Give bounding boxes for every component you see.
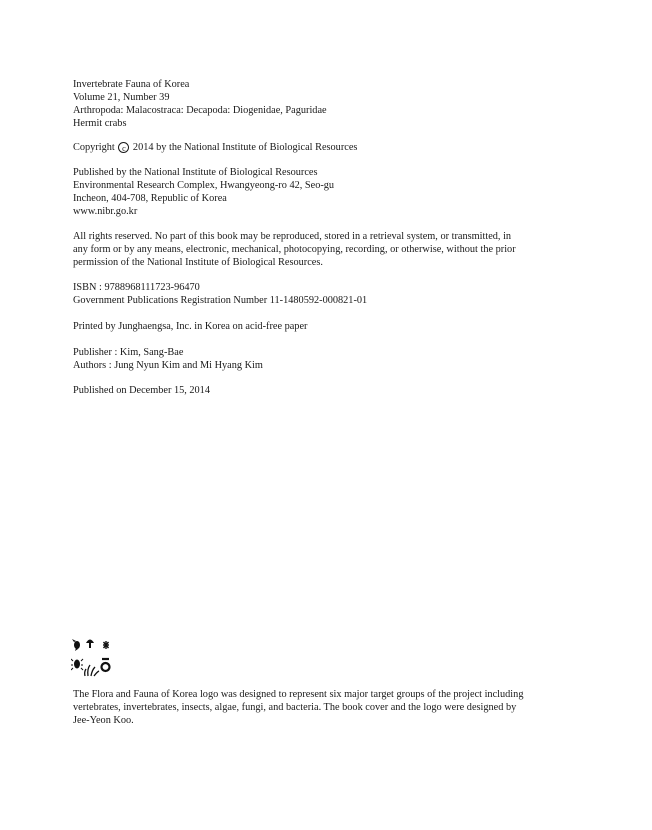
rights-notice bbox=[73, 230, 585, 269]
insect-icon bbox=[71, 659, 83, 670]
flora-fauna-of-korea-logo-icon bbox=[71, 636, 113, 678]
website-url: www.nibr.go.kr bbox=[73, 206, 138, 217]
logo-description bbox=[73, 688, 585, 727]
published-date: Published on December 15, 2014 bbox=[73, 385, 210, 396]
isbn-info bbox=[73, 281, 585, 307]
published-by: Published by the National Institute of Biological Resources bbox=[73, 167, 318, 178]
rights-line-3: permission of the National Institute of Biological Resources. bbox=[73, 257, 323, 268]
publisher-info bbox=[73, 166, 585, 218]
isbn-number: ISBN : 9788968111723-96470 bbox=[73, 282, 200, 293]
invertebrate-icon bbox=[103, 641, 109, 649]
bacteria-icon bbox=[102, 659, 110, 671]
rights-line-2: any form or by any means, electronic, mechanical, photocopying, recording, or otherwise, without the prior bbox=[73, 244, 516, 255]
authors-names: Authors : Jung Nyun Kim and Mi Hyang Kim bbox=[73, 360, 263, 371]
series-info bbox=[73, 78, 585, 130]
printed-by: Printed by Junghaengsa, Inc. in Korea on acid-free paper bbox=[73, 321, 308, 332]
series-title: Invertebrate Fauna of Korea bbox=[73, 79, 190, 90]
volume-number: Volume 21, Number 39 bbox=[73, 92, 170, 103]
registration-number: Government Publications Registration Number 11-1480592-000821-01 bbox=[73, 295, 368, 306]
address-line-2: Incheon, 404-708, Republic of Korea bbox=[73, 193, 227, 204]
common-name: Hermit crabs bbox=[73, 118, 127, 129]
credits bbox=[73, 346, 585, 372]
publisher-name: Publisher : Kim, Sang-Bae bbox=[73, 347, 184, 358]
vertebrate-icon bbox=[72, 639, 80, 651]
copyright-prefix: Copyright bbox=[73, 142, 115, 153]
publication-date bbox=[73, 384, 585, 397]
printed-info bbox=[73, 320, 585, 333]
copyright-text: 2014 by the National Institute of Biological Resources bbox=[132, 142, 358, 153]
taxonomy-line: Arthropoda: Malacostraca: Decapoda: Diogenidae, Paguridae bbox=[73, 105, 327, 116]
logo-description-line-3: Jee-Yeon Koo. bbox=[73, 715, 134, 726]
address-line-1: Environmental Research Complex, Hwangyeong-ro 42, Seo-gu bbox=[73, 180, 335, 191]
copyright-symbol-icon: c bbox=[118, 142, 129, 153]
logo-description-line-1: The Flora and Fauna of Korea logo was designed to represent six major target groups of the project including bbox=[73, 689, 524, 700]
logo-description-line-2: vertebrates, invertebrates, insects, algae, fungi, and bacteria. The book cover and the logo were designed by bbox=[73, 702, 517, 713]
fungi-icon bbox=[86, 640, 94, 649]
algae-icon bbox=[85, 665, 99, 676]
rights-line-1: All rights reserved. No part of this book may be reproduced, stored in a retrieval system, or transmitted, in bbox=[73, 231, 512, 242]
copyright-notice bbox=[73, 141, 585, 154]
